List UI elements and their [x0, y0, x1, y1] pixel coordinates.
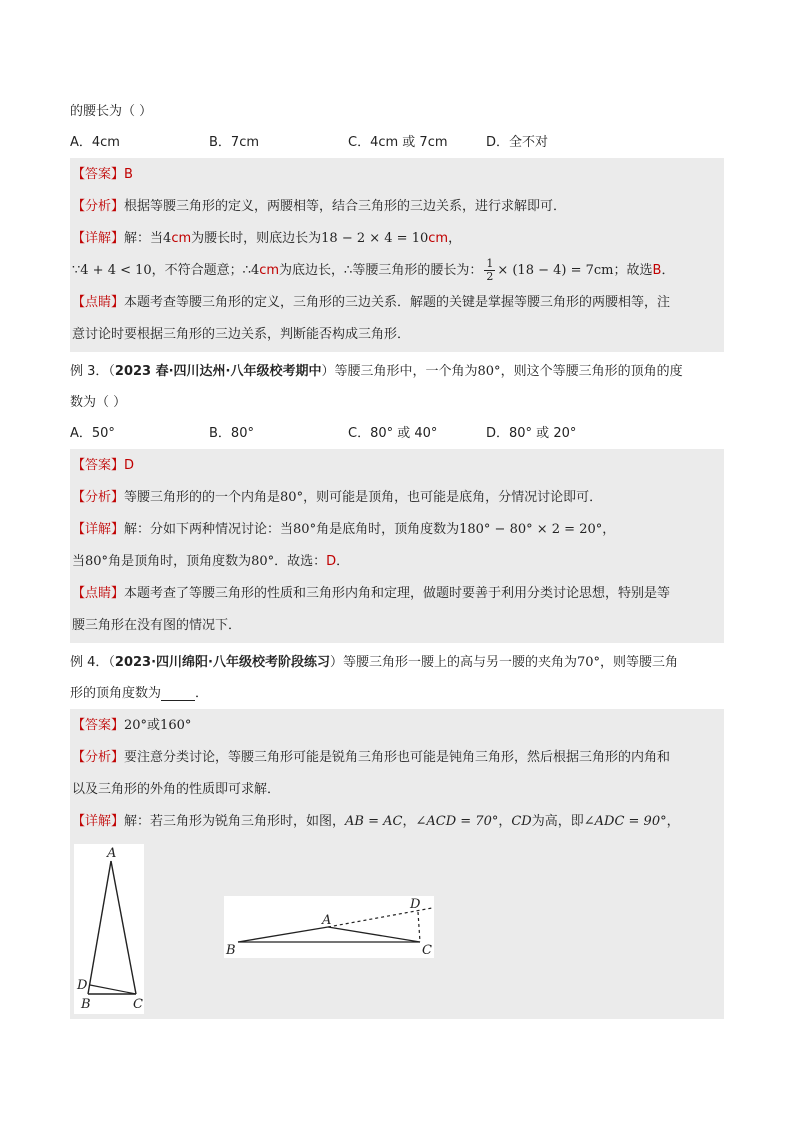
q3-source: 2023 春·四川达州·八年级校考期中 — [114, 364, 322, 379]
label-b: B — [81, 997, 91, 1012]
q2-answer: B — [124, 167, 133, 182]
text: 当 — [72, 554, 86, 569]
text: 等腰三角形的的一个内角是 — [124, 490, 281, 505]
q4-analysis: 要注意分类讨论，等腰三角形可能是锐角三角形也可能是钝角三角形，然后根据三角形的内角和 — [124, 750, 671, 765]
text: ， — [498, 814, 512, 829]
q2-option-b: B．7cm — [209, 135, 260, 150]
q4-source: 2023·四川绵阳·八年级校考阶段练习 — [114, 655, 330, 670]
text: ． — [195, 686, 209, 701]
text: 角是底角时，顶角度数为 — [316, 522, 460, 537]
answer-blank — [161, 686, 195, 701]
math: 80° — [477, 364, 501, 379]
unit: cm — [428, 231, 449, 246]
altitude-cd — [90, 985, 136, 994]
altitude-cd — [418, 912, 420, 942]
text: 解：分如下两种情况讨论：当 — [124, 522, 294, 537]
label-c: C — [133, 997, 143, 1012]
math: ∠ACD = 70° — [415, 814, 499, 829]
q4-answer: 20°或160° — [124, 718, 192, 733]
side-ac — [328, 927, 420, 942]
unit: cm — [171, 231, 192, 246]
label-d: D — [77, 978, 88, 993]
figure-acute-triangle — [74, 844, 144, 1014]
math: AB = AC — [345, 814, 403, 829]
math: 4 — [163, 231, 172, 246]
text: ． — [661, 263, 675, 278]
document-page — [70, 96, 724, 1023]
q2-detail-line-2 — [72, 255, 720, 287]
text: ，则可能是顶角，也可能是底角，分情况讨论即可． — [303, 490, 603, 505]
text: 角是顶角时，顶角度数为 — [108, 554, 252, 569]
label-a: A — [107, 846, 117, 861]
q2-option-c: C．4cm 或 7cm — [348, 135, 448, 150]
q3-comment: 本题考查了等腰三角形的性质和三角形内角和定理，做题时要善于利用分类讨论思想，特别是等 — [124, 586, 671, 601]
q2-option-a: A．4cm — [70, 135, 120, 150]
q2-detail-line-1 — [72, 223, 720, 255]
text: ，则等腰三角 — [600, 655, 679, 670]
text: ． — [336, 554, 350, 569]
q4-solution — [70, 709, 724, 1019]
math: ∠ADC = 90° — [583, 814, 667, 829]
side-ab — [88, 861, 111, 994]
q3-answer: D — [124, 458, 135, 473]
math: 180° − 80° × 2 = 20° — [459, 522, 603, 537]
text: ．故选： — [274, 554, 327, 569]
label-c: C — [422, 943, 432, 958]
text: ）等腰三角形中，一个角为 — [321, 364, 478, 379]
q3-option-d: D．80° 或 20° — [486, 426, 577, 441]
text: ，则这个等腰三角形的顶角的度 — [500, 364, 683, 379]
q2-comment: 本题考查等腰三角形的定义，三角形的三边关系．解题的关键是掌握等腰三角形的两腰相等，注 — [124, 295, 671, 310]
label-d: D — [410, 897, 421, 912]
side-ba — [238, 927, 328, 942]
figure-obtuse-triangle — [224, 896, 434, 958]
text: 例 3．（ — [70, 364, 115, 379]
analysis-tag: 【分析】 — [72, 199, 125, 214]
math: 80° — [251, 554, 275, 569]
q2-choice: B — [652, 263, 662, 278]
comment-tag: 【点睛】 — [72, 295, 125, 310]
text: 解：当 — [124, 231, 164, 246]
text: ， — [666, 814, 680, 829]
comment-tag: 【点睛】 — [72, 586, 125, 601]
side-ac — [111, 861, 136, 994]
detail-tag: 【详解】 — [72, 814, 125, 829]
figures — [72, 838, 720, 1018]
math: 80° — [85, 554, 109, 569]
math: ∵4 + 4 < 10 — [72, 263, 152, 278]
detail-tag: 【详解】 — [72, 522, 125, 537]
math: 18 − 2 × 4 = 10 — [321, 231, 429, 246]
detail-tag: 【详解】 — [72, 231, 125, 246]
q3-stem — [70, 356, 724, 387]
q3-options — [70, 418, 724, 449]
text: 为腰长时，则底边长为 — [191, 231, 322, 246]
unit: cm — [259, 263, 280, 278]
text: 形的顶角度数为 — [70, 686, 162, 701]
math: × (18 − 4) = 7cm — [497, 263, 614, 278]
fraction-numerator: 1 — [486, 257, 494, 270]
fraction-denominator: 2 — [486, 270, 494, 283]
text: ， — [448, 231, 462, 246]
q4-analysis-cont: 以及三角形的外角的性质即可求解． — [72, 782, 281, 797]
q2-solution — [70, 158, 724, 352]
text: 解：若三角形为锐角三角形时，如图， — [124, 814, 346, 829]
text: ）等腰三角形一腰上的高与另一腰的夹角为 — [329, 655, 577, 670]
text: 例 4．（ — [70, 655, 115, 670]
q2-analysis: 根据等腰三角形的定义，两腰相等，结合三角形的三边关系，进行求解即可． — [124, 199, 567, 214]
q3-solution — [70, 449, 724, 643]
label-a: A — [322, 913, 332, 928]
q2-stem — [70, 96, 724, 127]
q2-stem-text: 的腰长为（ ） — [70, 104, 153, 119]
q3-comment-cont: 腰三角形在没有图的情况下． — [72, 618, 242, 633]
q3-option-c: C．80° 或 40° — [348, 426, 438, 441]
text: 为高，即 — [531, 814, 584, 829]
q4-stem — [70, 647, 724, 678]
answer-tag: 【答案】 — [72, 718, 125, 733]
analysis-tag: 【分析】 — [72, 750, 125, 765]
analysis-tag: 【分析】 — [72, 490, 125, 505]
text: ，不符合题意；∴ — [151, 263, 251, 278]
answer-tag: 【答案】 — [72, 458, 125, 473]
q3-stem-cont: 数为（ ） — [70, 395, 127, 410]
q2-options — [70, 127, 724, 158]
answer-tag: 【答案】 — [72, 167, 125, 182]
math: 80° — [293, 522, 317, 537]
math: 80° — [280, 490, 304, 505]
text: ， — [602, 522, 616, 537]
fraction — [484, 258, 495, 283]
label-b: B — [226, 943, 236, 958]
text: ， — [402, 814, 416, 829]
math: 4 — [250, 263, 260, 278]
q3-choice: D — [326, 554, 337, 569]
q3-option-a: A．50° — [70, 426, 115, 441]
q3-option-b: B．80° — [209, 426, 254, 441]
math: CD — [511, 814, 532, 829]
text: ；故选 — [613, 263, 653, 278]
q2-comment-cont: 意讨论时要根据三角形的三边关系，判断能否构成三角形． — [72, 327, 411, 342]
math: 70° — [576, 655, 601, 670]
text: 为底边长，∴等腰三角形的腰长为： — [279, 263, 483, 278]
q2-option-d: D．全不对 — [486, 135, 549, 150]
